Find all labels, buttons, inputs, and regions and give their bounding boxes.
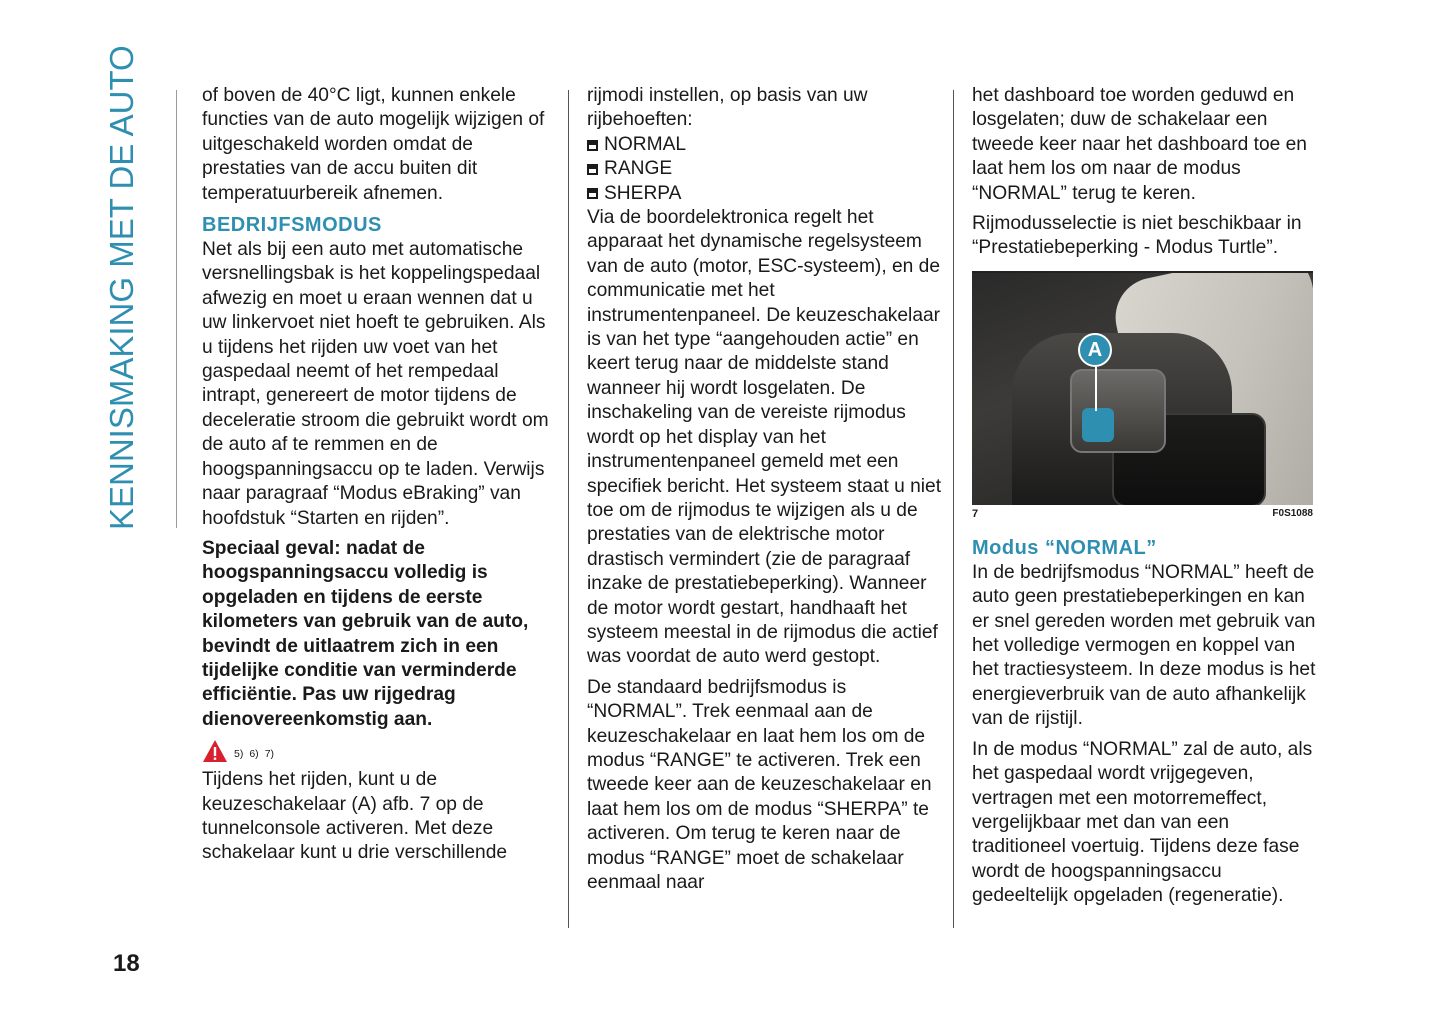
list-item-label: RANGE: [604, 158, 673, 180]
paragraph: In de modus “NORMAL” zal de auto, als het gaspedaal wordt vrijgegeven, vertragen met een motorremeffect, vergelijkbaar met dan van een traditioneel voertuig. Tijdens deze fase wordt de hoogspanningsaccu gedeeltelijk opgeladen (regeneratie).: [972, 738, 1313, 907]
paragraph: Net als bij een auto met automatische versnellingsbak is het koppelingspedaal afwezig en moet u eraan wennen dat u uw linkervoet niet hoeft te gebruiken. Als u tijdens het rijden uw voet van het gaspedaal neemt of het rempedaal intrapt, genereert de motor tijdens de deceleratie stroom die gebruikt wordt om de auto af te remmen en de hoogspanningsaccu op te laden. Verwijs naar paragraaf “Modus eBraking” van hoofdstuk “Starten en rijden”.: [202, 239, 549, 529]
side-divider: [176, 90, 177, 528]
section-heading: BEDRIJFSMODUS: [202, 214, 382, 237]
column-1: [202, 84, 554, 866]
bold-notice: Speciaal geval: nadat de hoogspanningsaccu volledig is opgeladen en tijdens de eerste kilometers van gebruik van de auto, bevindt de uitlaatrem zich in een tijdelijke conditie van verminderde efficiëntie. Pas uw rijgedrag dienovereenkomstig aan.: [202, 537, 529, 730]
list-item: [587, 182, 942, 206]
paragraph: Via de boordelektronica regelt het apparaat het dynamische regelsysteem van de auto (motor, ESC-systeem), en de communicatie met het instrumentenpaneel. De keuzeschakelaar is van het type “aangehouden actie” en keert terug naar de middelste stand wanneer hij wordt losgelaten. De inschakeling van de vereiste rijmodus wordt op het display van het instrumentenpaneel gemeld met een specifiek bericht. Het systeem staat u niet toe om de rijmodus te wijzigen als u de prestaties van de elektrische motor drastisch vermindert (zie de paragraaf inzake de prestatiebeperking). Wanneer de motor wordt gestart, handhaaft het systeem meestal in de rijmodus die actief was voordat de auto werd gestopt.: [587, 207, 942, 668]
column-divider: [953, 90, 954, 928]
mode-switch-shape: [1082, 408, 1114, 442]
warning-ref-numbers: [234, 742, 274, 766]
paragraph: Tijdens het rijden, kunt u de keuzeschakelaar (A) afb. 7 op de tunnelconsole activeren. Met deze schakelaar kunt u drie verschillende: [202, 769, 508, 864]
warning-reference: [202, 736, 554, 766]
paragraph: of boven de 40°C ligt, kunnen enkele functies van de auto mogelijk wijzigen of uitgeschakeld worden omdat de prestaties van de accu buiten dit temperatuurbereik afnemen.: [202, 85, 545, 204]
column-3: [972, 84, 1322, 909]
section-heading: Modus “NORMAL”: [972, 536, 1157, 559]
warning-triangle-icon: [202, 738, 228, 764]
page-number: 18: [113, 950, 140, 977]
callout-leader-line: [1095, 367, 1097, 411]
warning-ref: 7): [264, 747, 275, 760]
column-2: [587, 84, 942, 895]
list-item-label: NORMAL: [604, 133, 687, 155]
paragraph: De standaard bedrijfsmodus is “NORMAL”. Trek eenmaal aan de keuzeschakelaar en laat hem los om de modus “RANGE” te activeren. Trek een tweede keer aan de keuzeschakelaar en laat hem los om de modus “SHERPA” te activeren. Om terug te keren naar de modus “RANGE” moet de schakelaar eenmaal naar: [587, 676, 932, 893]
list-item: [587, 133, 942, 157]
paragraph: In de bedrijfsmodus “NORMAL” heeft de auto geen prestatiebeperkingen en kan er snel gereden worden met gebruik van het volledige vermogen en koppel van het tractiesysteem. In deze modus is het energieverbruik van de auto afhankelijk van de rijstijl.: [972, 561, 1316, 730]
section-side-title: KENNISMAKING MET DE AUTO: [103, 45, 140, 530]
warning-ref: 6): [249, 747, 259, 760]
figure-number: 7: [972, 507, 979, 520]
paragraph: het dashboard toe worden geduwd en losgelaten; duw de schakelaar een tweede keer naar het dashboard toe en laat hem los om naar de modus “NORMAL” terug te keren.: [972, 85, 1307, 204]
list-item-label: SHERPA: [604, 182, 682, 204]
figure-console-photo: [972, 271, 1313, 505]
figure-code: F0S1088: [1272, 507, 1313, 519]
column-divider: [568, 90, 569, 928]
figure-callout-a: A: [1078, 333, 1112, 367]
figure-caption: [972, 507, 1313, 521]
checkbox-bullet-icon: [587, 188, 598, 199]
paragraph: Rijmodusselectie is niet beschikbaar in “Prestatiebeperking - Modus Turtle”.: [972, 213, 1302, 259]
checkbox-bullet-icon: [587, 140, 598, 151]
warning-ref: 5): [234, 747, 244, 760]
paragraph: rijmodi instellen, op basis van uw rijbehoeften:: [587, 85, 868, 131]
list-item: [587, 157, 942, 181]
checkbox-bullet-icon: [587, 164, 598, 175]
